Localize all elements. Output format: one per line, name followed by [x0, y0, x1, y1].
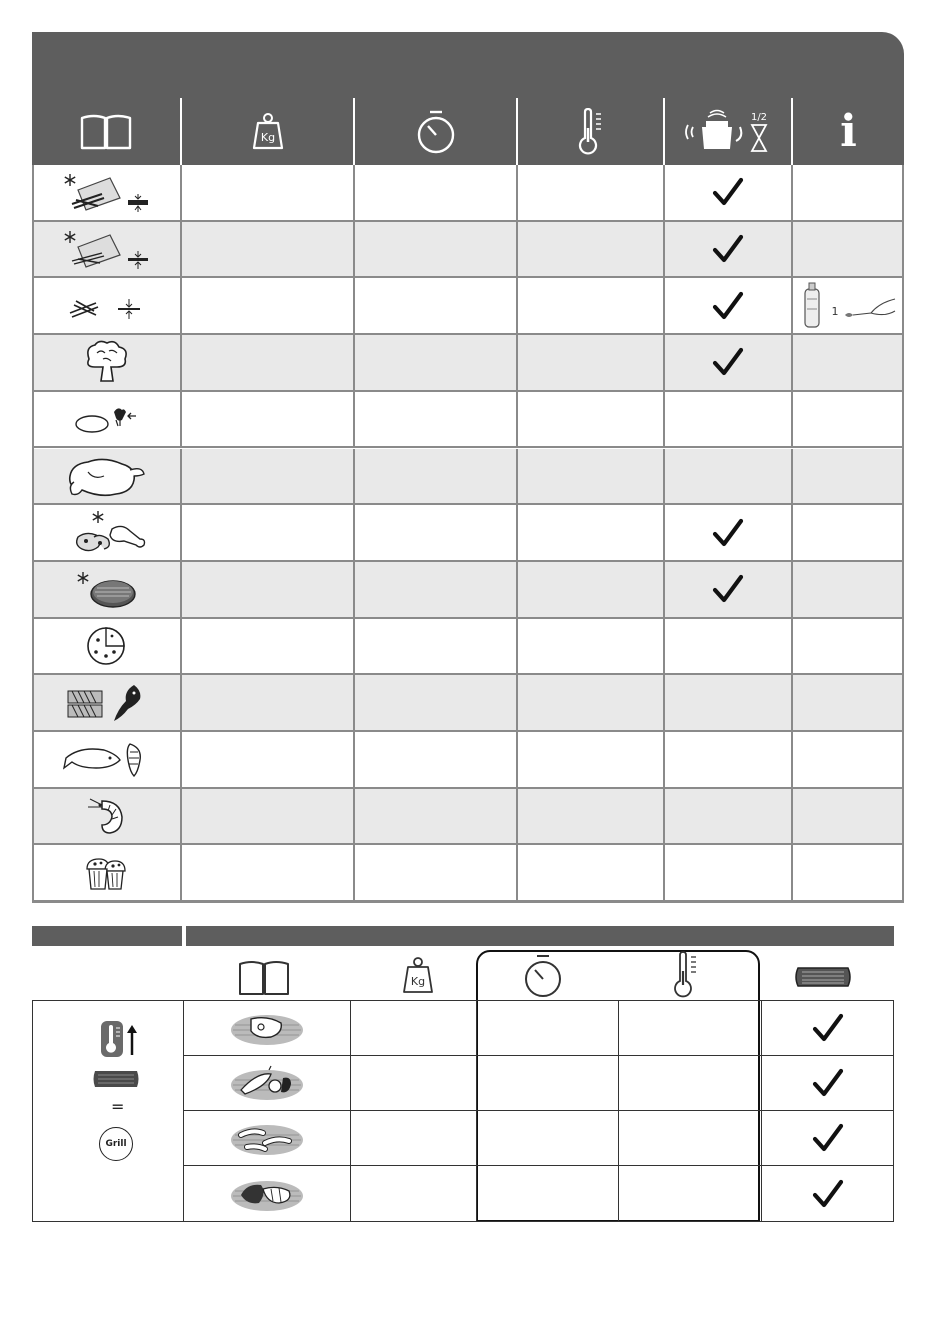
grill-plate-cell [761, 1166, 893, 1221]
weight-cell [180, 222, 353, 277]
temperature-cell [516, 562, 663, 617]
weight-cell [180, 392, 353, 447]
time-cell [353, 165, 516, 220]
time-cell [353, 335, 516, 390]
checkmark-icon [812, 1013, 844, 1043]
oil-spoon-icon [799, 279, 899, 333]
shake-cell [663, 165, 791, 220]
shake-cell [663, 732, 791, 787]
weight-icon [398, 956, 438, 996]
salmon-steak-icon [227, 1175, 307, 1213]
weight-cell [180, 505, 353, 560]
preheat-thermometer-icon [99, 1019, 141, 1059]
table-row [32, 732, 904, 789]
temperature-cell [516, 505, 663, 560]
info-cell [791, 335, 904, 390]
weight-cell [180, 619, 353, 674]
grill-time-cell [476, 1001, 618, 1055]
food-cell [32, 222, 180, 277]
info-cell [791, 675, 904, 730]
shake-halfway-label: 1/2 [750, 111, 768, 123]
checkmark-icon [712, 518, 744, 548]
grill-food-cell [183, 1111, 350, 1165]
col-header-weight [180, 98, 353, 165]
fish-fillet-icon [64, 681, 148, 725]
grill-food-cell [183, 1166, 350, 1221]
shrimp-icon [84, 795, 128, 837]
food-cell [32, 789, 180, 844]
food-cell [32, 165, 180, 220]
oil-spoon-label: 1 [831, 304, 838, 318]
grill-weight-cell [350, 1111, 476, 1165]
grill-table-row [183, 1111, 893, 1166]
grill-temperature-cell [618, 1001, 761, 1055]
info-cell [791, 562, 904, 617]
col-header-temperature [516, 98, 663, 165]
checkmark-icon [712, 291, 744, 321]
time-cell [353, 845, 516, 900]
time-cell [353, 449, 516, 504]
time-cell [353, 278, 516, 333]
cauliflower-icon [81, 339, 131, 385]
table-row [32, 449, 904, 506]
info-cell [791, 505, 904, 560]
col-header-info [791, 98, 904, 165]
table-row [32, 789, 904, 846]
time-cell [353, 675, 516, 730]
weight-cell [180, 845, 353, 900]
grill-table-row [183, 1056, 893, 1111]
temperature-cell [516, 845, 663, 900]
grill-temperature-cell [618, 1166, 761, 1221]
grill-side-panel [33, 1001, 183, 1221]
grill-col-header-temperature [671, 951, 701, 999]
weight-icon [248, 112, 288, 152]
table-row [32, 562, 904, 619]
frozen-thin-fries-icon [58, 227, 154, 271]
food-cell [32, 732, 180, 787]
grill-col-header-recipe [236, 958, 292, 998]
table-row [32, 619, 904, 676]
food-cell [32, 335, 180, 390]
grill-title-bar-left [32, 926, 182, 946]
table-row [32, 165, 904, 222]
grill-col-header-plate [792, 962, 854, 992]
food-cell [32, 278, 180, 333]
shake-cell [663, 222, 791, 277]
grill-plate-icon [91, 1067, 141, 1091]
grill-time-cell [476, 1056, 618, 1110]
table-row [32, 278, 904, 335]
col-header-time [353, 98, 516, 165]
grill-food-cell [183, 1001, 350, 1055]
grill-table [32, 1000, 894, 1222]
weight-cell [180, 449, 353, 504]
temperature-cell [516, 619, 663, 674]
shake-cell [663, 562, 791, 617]
table-title-bar [32, 32, 904, 98]
shake-cell [663, 278, 791, 333]
table-row [32, 335, 904, 392]
weight-cell [180, 789, 353, 844]
grill-weight-cell [350, 1166, 476, 1221]
grill-plate-icon [792, 962, 854, 992]
time-cell [353, 562, 516, 617]
checkmark-icon [812, 1179, 844, 1209]
checkmark-icon [712, 347, 744, 377]
food-cell [32, 505, 180, 560]
table-header-row [32, 98, 904, 165]
table-row [32, 505, 904, 562]
temperature-cell [516, 165, 663, 220]
checkmark-icon [812, 1123, 844, 1153]
table-row [32, 222, 904, 279]
table-row [32, 845, 904, 902]
shake-cell [663, 449, 791, 504]
grill-col-header-weight [398, 956, 438, 996]
temperature-cell [516, 789, 663, 844]
whole-fish-icon [60, 736, 152, 782]
info-cell [791, 222, 904, 277]
info-cell [791, 732, 904, 787]
whole-chicken-icon [64, 452, 148, 500]
pizza-icon [84, 624, 128, 668]
temperature-cell [516, 392, 663, 447]
table-row [32, 392, 904, 449]
temperature-cell [516, 335, 663, 390]
grill-table-row [183, 1001, 893, 1056]
time-cell [353, 392, 516, 447]
temperature-cell [516, 732, 663, 787]
info-cell [791, 392, 904, 447]
grill-col-header-time [522, 953, 564, 999]
info-cell [791, 165, 904, 220]
food-cell [32, 845, 180, 900]
food-cell [32, 449, 180, 504]
temperature-cell [516, 449, 663, 504]
grill-title-bar-right [186, 926, 894, 946]
grill-weight-cell [350, 1056, 476, 1110]
info-icon: i [840, 105, 857, 157]
timer-icon [522, 953, 564, 999]
info-cell [791, 278, 904, 333]
frozen-burger-patty-icon [73, 568, 139, 610]
temperature-cell [516, 222, 663, 277]
checkmark-icon [712, 574, 744, 604]
shake-cell [663, 619, 791, 674]
checkmark-icon [812, 1068, 844, 1098]
food-cell [32, 675, 180, 730]
grill-temperature-cell [618, 1111, 761, 1165]
thermometer-icon [671, 951, 701, 999]
checkmark-icon [712, 177, 744, 207]
col-header-recipe [32, 98, 180, 165]
weight-cell [180, 675, 353, 730]
weight-cell [180, 335, 353, 390]
weight-label: Kg [410, 975, 426, 988]
steak-icon [227, 1009, 307, 1047]
homemade-fries-icon [66, 291, 146, 321]
grill-weight-cell [350, 1001, 476, 1055]
grilled-vegetables-icon [227, 1064, 307, 1102]
grill-button-label: Grill [105, 1139, 127, 1149]
table-row [32, 675, 904, 732]
time-cell [353, 619, 516, 674]
weight-cell [180, 732, 353, 787]
grill-food-cell [183, 1056, 350, 1110]
shake-cell [663, 505, 791, 560]
col-header-shake [663, 98, 791, 165]
weight-label: Kg [260, 130, 275, 144]
chicken-breast-icon [74, 402, 138, 436]
temperature-cell [516, 278, 663, 333]
frozen-chicken-pieces-icon [64, 509, 148, 557]
food-cell [32, 619, 180, 674]
frozen-thick-fries-icon [58, 170, 154, 214]
temperature-cell [516, 675, 663, 730]
time-cell [353, 222, 516, 277]
time-cell [353, 732, 516, 787]
shake-cell [663, 392, 791, 447]
thermometer-icon [576, 108, 606, 156]
weight-cell [180, 562, 353, 617]
food-cell [32, 392, 180, 447]
grill-plate-cell [761, 1001, 893, 1055]
book-icon [78, 112, 134, 152]
timer-icon [415, 109, 457, 155]
shake-cell [663, 845, 791, 900]
weight-cell [180, 278, 353, 333]
grill-button-icon [99, 1127, 133, 1161]
sausages-icon [227, 1119, 307, 1157]
grill-temperature-cell [618, 1056, 761, 1110]
time-cell [353, 789, 516, 844]
grill-time-cell [476, 1111, 618, 1165]
info-cell [791, 789, 904, 844]
grill-plate-cell [761, 1056, 893, 1110]
info-cell [791, 845, 904, 900]
time-cell [353, 505, 516, 560]
muffins-icon [81, 853, 131, 893]
checkmark-icon [712, 234, 744, 264]
food-cell [32, 562, 180, 617]
grill-time-cell [476, 1166, 618, 1221]
grill-table-row [183, 1166, 893, 1221]
grill-plate-cell [761, 1111, 893, 1165]
shake-cell [663, 335, 791, 390]
info-cell [791, 619, 904, 674]
shake-halfway-icon [680, 107, 776, 157]
equals-sign: = [111, 1097, 125, 1116]
info-cell [791, 449, 904, 504]
weight-cell [180, 165, 353, 220]
book-icon [236, 958, 292, 998]
shake-cell [663, 789, 791, 844]
shake-cell [663, 675, 791, 730]
